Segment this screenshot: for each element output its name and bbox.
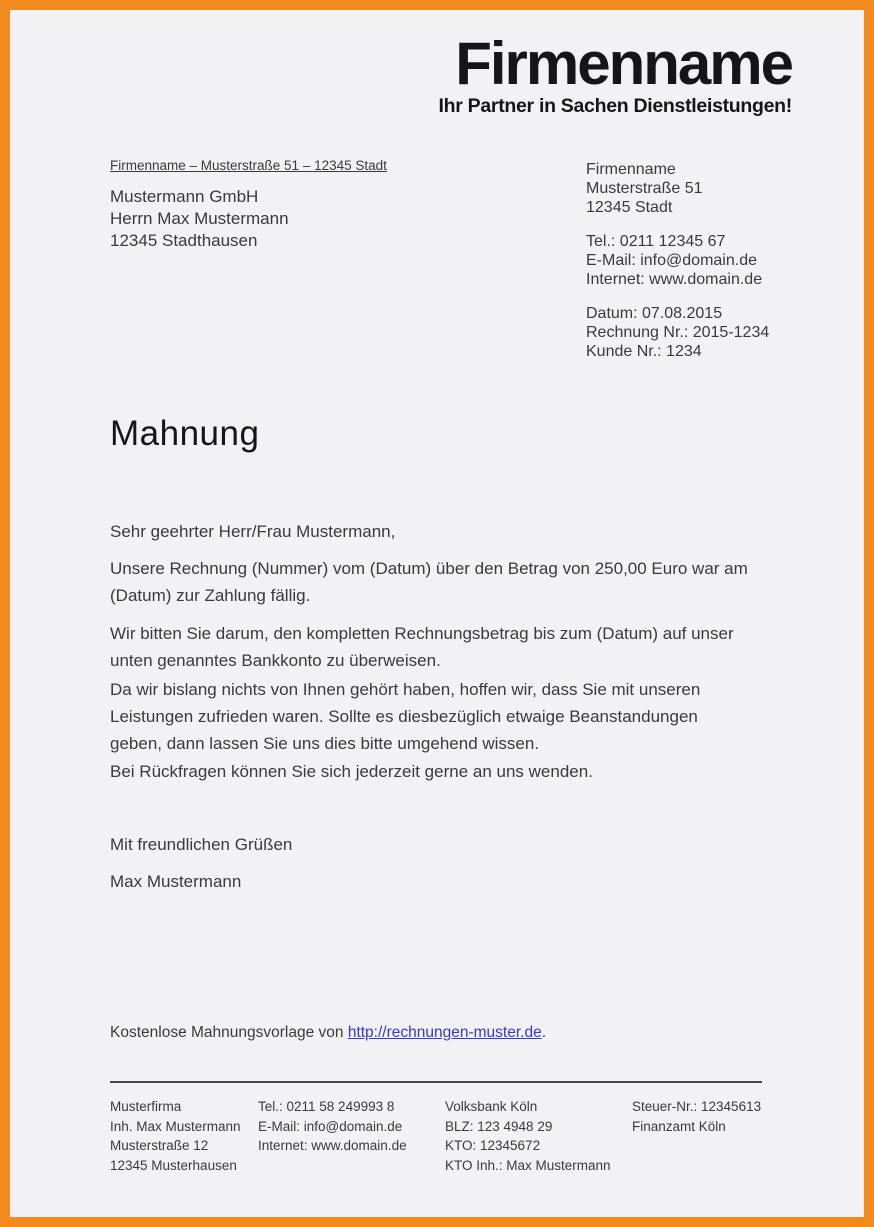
paragraph-invoice-details <box>110 555 748 609</box>
footnote-suffix: . <box>541 1024 547 1041</box>
footer-bank-column <box>445 1097 611 1175</box>
footer-website: Internet: www.domain.de <box>258 1138 407 1153</box>
footnote-link[interactable]: http://rechnungen-muster.de <box>347 1024 542 1041</box>
footer-company-name: Musterfirma <box>110 1099 182 1114</box>
footer-tax-column <box>632 1097 761 1136</box>
paragraph-line: Da wir bislang nichts von Ihnen gehört haben, hoffen wir, dass Sie mit unseren <box>110 680 701 699</box>
customer-number: Kunde Nr.: 1234 <box>586 343 702 360</box>
footer-street: Musterstraße 12 <box>110 1138 209 1153</box>
footer-contact-column <box>258 1097 407 1156</box>
footnote <box>110 1024 546 1042</box>
footnote-text: Kostenlose Mahnungsvorlage von <box>110 1024 348 1041</box>
footer-bank-account: KTO: 12345672 <box>445 1138 541 1153</box>
sender-street: Musterstraße 51 <box>586 180 703 197</box>
paragraph-line: Unsere Rechnung (Nummer) vom (Datum) über den Betrag von 250,00 Euro war am <box>110 559 748 578</box>
recipient-company: Mustermann GmbH <box>110 187 259 206</box>
paragraph-line: Leistungen zufrieden waren. Sollte es diesbezüglich etwaige Beanstandungen <box>110 707 698 726</box>
sender-email: E-Mail: info@domain.de <box>586 252 757 269</box>
sender-website: Internet: www.domain.de <box>586 271 763 288</box>
signature-name: Max Mustermann <box>110 872 242 891</box>
footer-company-column <box>110 1097 241 1175</box>
footer-bank-blz: BLZ: 123 4948 29 <box>445 1118 553 1134</box>
footer-bank-name: Volksbank Köln <box>445 1099 538 1114</box>
salutation: Sehr geehrter Herr/Frau Mustermann, <box>110 522 396 541</box>
info-block <box>586 160 769 361</box>
footer-city: 12345 Musterhausen <box>110 1157 237 1173</box>
letter-date: Datum: 07.08.2015 <box>586 305 723 322</box>
paragraph-line: geben, dann lassen Sie uns dies bitte umgehend wissen. <box>110 734 540 753</box>
paragraph-line: Wir bitten Sie darum, den kompletten Rechnungsbetrag bis zum (Datum) auf unser <box>110 624 734 643</box>
subject-heading: Mahnung <box>110 414 260 453</box>
sender-phone: Tel.: 0211 12345 67 <box>586 233 726 250</box>
paragraph-line: unten genanntes Bankkonto zu überweisen. <box>110 651 441 670</box>
paragraph-payment-request <box>110 620 734 674</box>
company-tagline: Ihr Partner in Sachen Dienstleistungen! <box>438 95 792 117</box>
recipient-address <box>110 186 289 252</box>
footer-tax-number: Steuer-Nr.: 12345613 <box>632 1099 762 1114</box>
footer-bank-holder: KTO Inh.: Max Mustermann <box>445 1157 611 1173</box>
footer-owner: Inh. Max Mustermann <box>110 1118 241 1134</box>
paragraph-line: (Datum) zur Zahlung fällig. <box>110 586 311 605</box>
paragraph-questions <box>110 758 593 785</box>
company-logo: Firmenname <box>455 30 792 97</box>
paragraph-feedback <box>110 676 700 757</box>
invoice-number: Rechnung Nr.: 2015-1234 <box>586 324 770 341</box>
footer-phone: Tel.: 0211 58 249993 8 <box>258 1099 395 1114</box>
letter-meta-block <box>586 304 769 361</box>
sender-city: 12345 Stadt <box>586 199 673 216</box>
footer-email: E-Mail: info@domain.de <box>258 1118 403 1134</box>
recipient-name: Herrn Max Mustermann <box>110 209 289 228</box>
footer-tax-office: Finanzamt Köln <box>632 1118 726 1134</box>
recipient-city: 12345 Stadthausen <box>110 231 258 250</box>
sender-contact-block <box>586 232 769 289</box>
sender-address-block <box>586 160 769 217</box>
sender-company: Firmenname <box>586 161 676 178</box>
sender-return-address: Firmenname – Musterstraße 51 – 12345 Stadt <box>110 158 387 173</box>
footer-divider <box>110 1081 762 1083</box>
paragraph-line: Bei Rückfragen können Sie sich jederzeit gerne an uns wenden. <box>110 762 593 781</box>
letterhead <box>438 30 792 118</box>
closing: Mit freundlichen Grüßen <box>110 835 293 854</box>
